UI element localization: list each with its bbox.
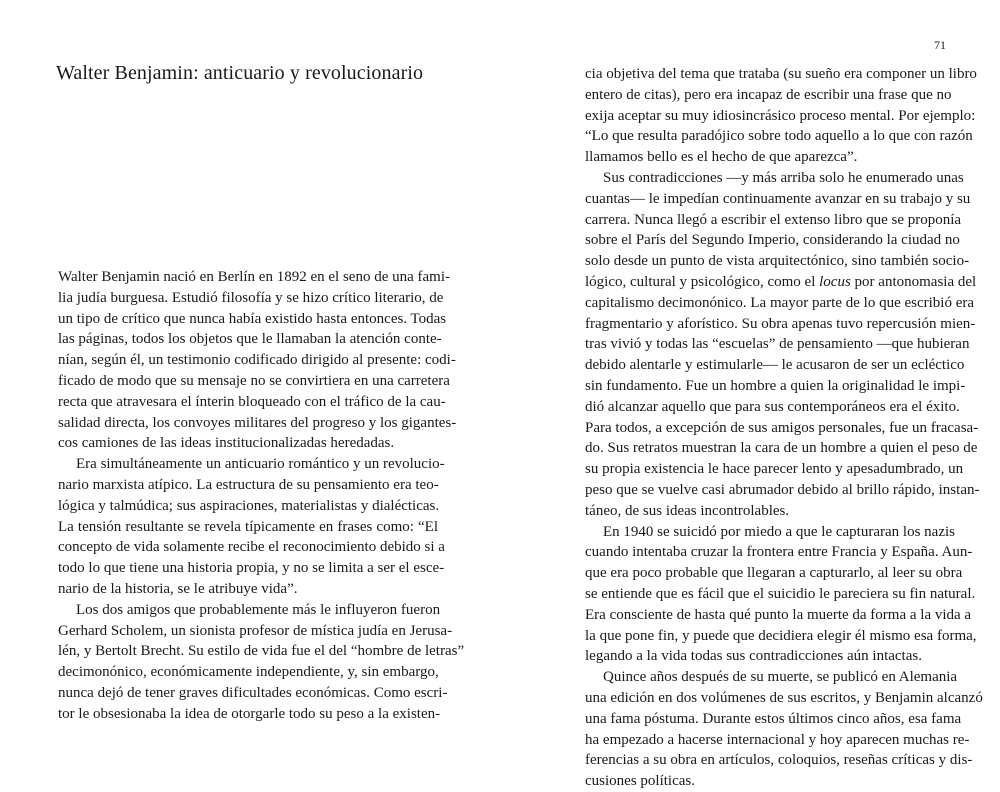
- text-line: do. Sus retratos muestran la cara de un hombre a quien el peso de: [585, 440, 978, 457]
- chapter-title: Walter Benjamin: anticuario y revolucionario: [56, 62, 424, 84]
- text-line: cuando intentaba cruzar la frontera entre Francia y España. Aun-: [585, 544, 973, 561]
- text-line: salidad directa, los convoyes militares del progreso y los gigantes-: [58, 414, 457, 431]
- text-line: ferencias a su obra en artículos, coloquios, reseñas críticas y dis-: [585, 752, 973, 769]
- right-page-body: [585, 64, 983, 792]
- text-line: recta que atravesara el ínterin bloqueado con el tráfico de la cau-: [58, 393, 446, 410]
- left-page-body: [58, 267, 465, 725]
- text-line: cos camiones de las ideas institucionalizadas heredadas.: [58, 435, 395, 452]
- text-line: una fama póstuma. Durante estos últimos cinco años, esa fama: [585, 710, 962, 727]
- text-line: fragmentario y aforístico. Su obra apenas tuvo repercusión mien-: [585, 315, 976, 332]
- text-line: un tipo de crítico que nunca había existido hasta entonces. Todas: [58, 310, 447, 327]
- text-line: nario de la historia, se le atribuye vida”.: [58, 580, 298, 597]
- text-line: una edición en dos volúmenes de sus escritos, y Benjamin alcanzó: [585, 689, 983, 706]
- page-number: 71: [934, 38, 946, 52]
- text-line: Quince años después de su muerte, se publicó en Alemania: [603, 669, 958, 686]
- text-line: tor le obsesionaba la idea de otorgarle todo su peso a la existen-: [58, 705, 441, 722]
- text-line: solo desde un punto de vista arquitectónico, sino también socio-: [585, 253, 970, 270]
- text-line: decimonónico, económicamente independiente, y, sin embargo,: [58, 664, 439, 681]
- text-line: cusiones políticas.: [585, 773, 695, 790]
- text-line: Gerhard Scholem, un sionista profesor de mística judía en Jerusa-: [58, 622, 453, 639]
- text-line: cia objetiva del tema que trataba (su sueño era componer un libro: [585, 66, 977, 82]
- text-line: Los dos amigos que probablemente más le influyeron fueron: [76, 601, 441, 618]
- text-line: Sus contradicciones —y más arriba solo he enumerado unas: [603, 169, 964, 186]
- text-line: exija aceptar su muy idiosincrásico proceso mental. Por ejemplo:: [585, 107, 976, 124]
- text-line: nario marxista atípico. La estructura de su pensamiento era teo-: [58, 476, 439, 493]
- text-line: debido alentarle y estimularle— le acusaron de ser un ecléctico: [585, 357, 965, 374]
- text-line: dió alcanzar aquello que para sus contemporáneos era el éxito.: [585, 398, 960, 415]
- text-line: lén, y Bertolt Brecht. Su estilo de vida fue el del “hombre de letras”: [58, 643, 465, 660]
- text-line: ha empezado a hacerse internacional y hoy aparecen muchas re-: [585, 731, 970, 748]
- text-line: carrera. Nunca llegó a escribir el extenso libro que se proponía: [585, 211, 962, 228]
- text-line: Para todos, a excepción de sus amigos personales, fue un fracasa-: [585, 419, 979, 436]
- text-line: legando a la vida todas sus contradicciones aún intactas.: [585, 648, 922, 665]
- text-line: las páginas, todos los objetos que le llamaban la atención conte-: [58, 331, 442, 348]
- text-line: peso que se vuelve casi abrumador debido al brillo rápido, instan-: [585, 481, 980, 498]
- text-line: cuantas— le impedían continuamente avanzar en su trabajo y su: [585, 190, 971, 207]
- text-line: se entiende que es fácil que el suicidio le pareciera su fin natural.: [585, 585, 976, 602]
- text-line: nían, según él, un testimonio codificado dirigido al presente: codi-: [58, 352, 456, 369]
- text-line: lógico, cultural y psicológico, como el locus por antonomasia del: [585, 273, 977, 290]
- text-line: sin fundamento. Fue un hombre a quien la originalidad le impi-: [585, 377, 966, 394]
- text-line: “Lo que resulta paradójico sobre todo aquello a lo que con razón: [585, 128, 973, 145]
- text-line: sobre el París del Segundo Imperio, considerando la ciudad no: [585, 232, 960, 249]
- text-line: La tensión resultante se revela típicamente en frases como: “El: [58, 518, 438, 535]
- left-page: [0, 0, 500, 722]
- text-line: llamamos bello es el hecho de que aparezca”.: [585, 149, 858, 166]
- text-line: lógica y talmúdica; sus aspiraciones, materialistas y dialécticas.: [58, 497, 440, 514]
- text-line: táneo, de sus ideas incontrolables.: [585, 502, 790, 519]
- text-line: todo lo que tiene una historia propia, y no se limita a ser el esce-: [58, 560, 445, 577]
- text-line: entero de citas), pero era incapaz de escribir una frase que no: [585, 86, 952, 103]
- text-line: que era poco probable que llegaran a capturarlo, al leer su obra: [585, 565, 963, 582]
- text-line: la que pone fin, y puede que decidiera elegir él mismo esa forma,: [585, 627, 977, 644]
- text-line: nunca dejó de tener graves dificultades económicas. Como escri-: [58, 684, 448, 701]
- text-line: lia judía burguesa. Estudió filosofía y se hizo crítico literario, de: [58, 289, 444, 306]
- text-line: capitalismo decimonónico. La mayor parte de lo que escribió era: [585, 294, 975, 311]
- text-line: En 1940 se suicidó por miedo a que le capturaran los nazis: [603, 523, 955, 540]
- text-line: Era consciente de hasta qué punto la muerte da forma a la vida a: [585, 606, 972, 623]
- text-line: concepto de vida solamente recibe el reconocimiento debido si a: [58, 539, 445, 556]
- text-line: su propia existencia le hace parecer lento y apesadumbrado, un: [585, 461, 964, 478]
- text-line: Walter Benjamin nació en Berlín en 1892 en el seno de una fami-: [58, 269, 450, 285]
- text-line: tras vivió y todas las “escuelas” de pensamiento —que hubieran: [585, 336, 970, 353]
- text-line: ficado de modo que su mensaje no se convirtiera en una carretera: [58, 372, 450, 389]
- text-line: Era simultáneamente un anticuario romántico y un revolucio-: [76, 456, 445, 473]
